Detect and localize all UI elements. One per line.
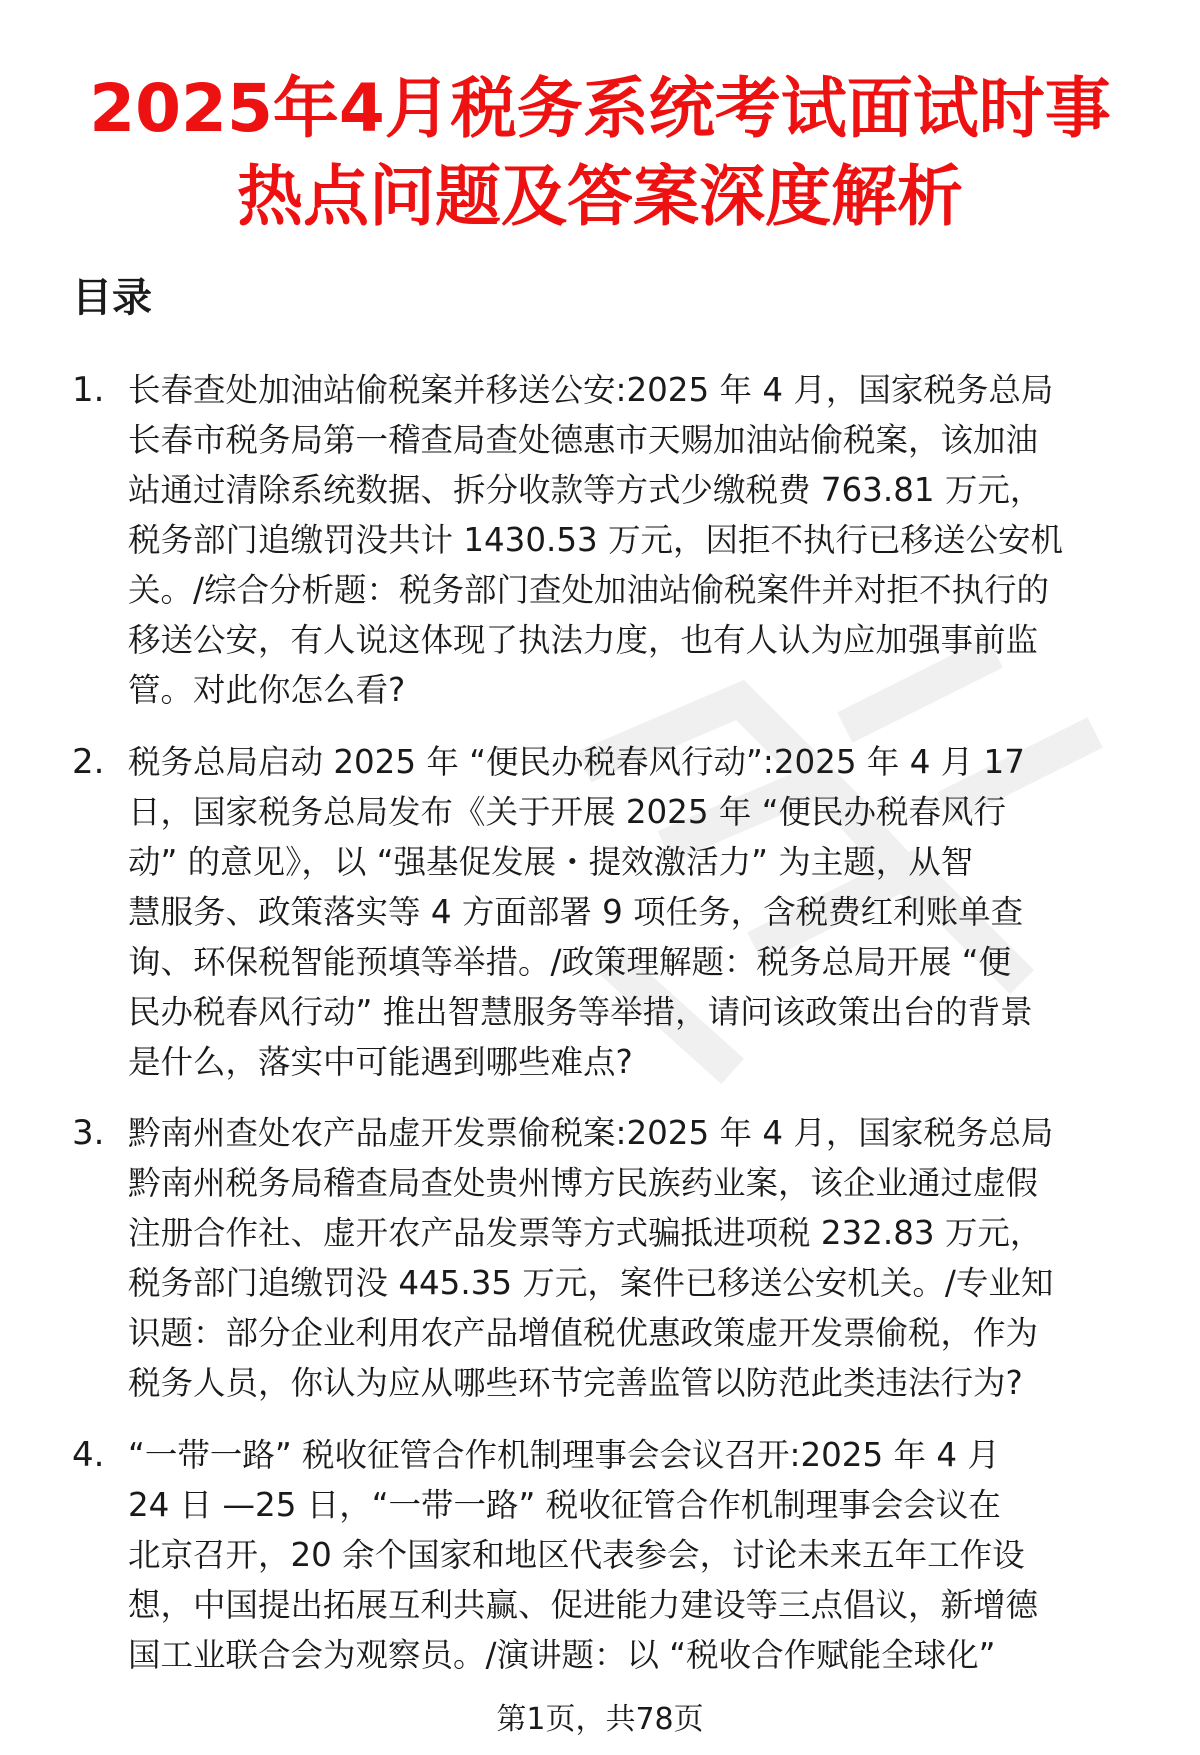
toc-item-text [128, 1430, 1148, 1680]
text-line: 关。/综合分析题：税务部门查处加油站偷税案件并对拒不执行的 [128, 571, 1049, 609]
toc-item-number: 4. [72, 1435, 105, 1475]
text-line: 管。对此你怎么看? [128, 671, 406, 709]
toc-item-text [128, 737, 1148, 1087]
text-line: “一带一路” 税收征管合作机制理事会会议召开:2025 年 4 月 [128, 1436, 1000, 1474]
page-footer: 第1页，共78页 [496, 1702, 704, 1737]
toc-item-text [128, 1108, 1148, 1408]
document-title-line-2: 热点问题及答案深度解析 [237, 158, 963, 235]
toc-item-number: 3. [72, 1113, 105, 1153]
text-line: 黔南州查处农产品虚开发票偷税案:2025 年 4 月，国家税务总局 [128, 1114, 1054, 1152]
text-line: 日，国家税务总局发布《关于开展 2025 年 “便民办税春风行 [128, 793, 1007, 831]
text-line: 站通过清除系统数据、拆分收款等方式少缴税费 763.81 万元， [128, 471, 1043, 509]
text-line: 税务部门追缴罚没共计 1430.53 万元，因拒不执行已移送公安机 [128, 521, 1064, 559]
text-line: 想，中国提出拓展互利共赢、促进能力建设等三点倡议，新增德 [128, 1586, 1039, 1624]
text-line: 民办税春风行动” 推出智慧服务等举措，请问该政策出台的背景 [128, 993, 1033, 1031]
document-title-line-1: 2025年4月税务系统考试面试时事 [89, 70, 1111, 147]
text-line: 移送公安，有人说这体现了执法力度，也有人认为应加强事前监 [128, 621, 1039, 659]
text-line: 识题：部分企业利用农产品增值税优惠政策虚开发票偷税，作为 [128, 1314, 1039, 1352]
text-line: 动” 的意见》，以 “强基促发展・提效激活力” 为主题，从智 [128, 843, 974, 881]
text-line: 黔南州税务局稽查局查处贵州博方民族药业案，该企业通过虚假 [128, 1164, 1039, 1202]
text-line: 税务人员，你认为应从哪些环节完善监管以防范此类违法行为? [128, 1364, 1023, 1402]
text-line: 24 日 —25 日，“一带一路” 税收征管合作机制理事会会议在 [128, 1486, 1001, 1524]
toc-item-text [128, 365, 1148, 715]
text-line: 长春查处加油站偷税案并移送公安:2025 年 4 月，国家税务总局 [128, 371, 1054, 409]
text-line: 询、环保税智能预填等举措。/政策理解题：税务总局开展 “便 [128, 943, 1012, 981]
text-line: 注册合作社、虚开农产品发票等方式骗抵进项税 232.83 万元， [128, 1214, 1043, 1252]
text-line: 税务部门追缴罚没 445.35 万元，案件已移送公安机关。/专业知 [128, 1264, 1054, 1302]
toc-heading: 目录 [72, 275, 152, 321]
text-line: 是什么，落实中可能遇到哪些难点? [128, 1043, 633, 1081]
text-line: 长春市税务局第一稽查局查处德惠市天赐加油站偷税案，该加油 [128, 421, 1039, 459]
toc-item-number: 1. [72, 370, 105, 410]
text-line: 税务总局启动 2025 年 “便民办税春风行动”:2025 年 4 月 17 [128, 743, 1025, 781]
toc-item-number: 2. [72, 742, 105, 782]
text-line: 北京召开，20 余个国家和地区代表参会，讨论未来五年工作设 [128, 1536, 1025, 1574]
text-line: 慧服务、政策落实等 4 方面部署 9 项任务，含税费红利账单查 [128, 893, 1024, 931]
text-line: 国工业联合会为观察员。/演讲题：以 “税收合作赋能全球化” [128, 1636, 996, 1674]
